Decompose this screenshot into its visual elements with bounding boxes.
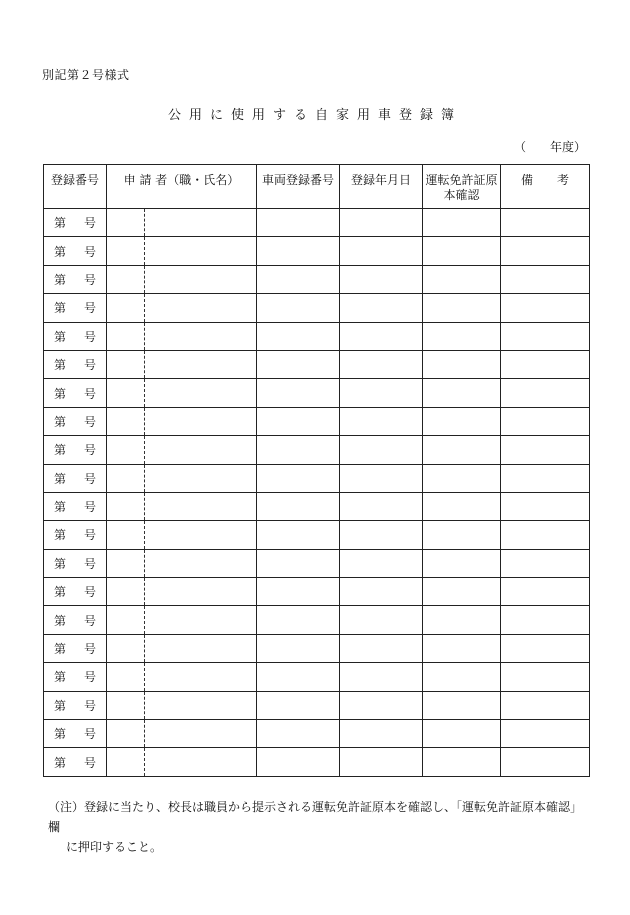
registration-no: [44, 441, 106, 458]
table-row: [44, 294, 590, 322]
registration-date-cell[interactable]: [340, 464, 423, 492]
applicant-cell[interactable]: [107, 720, 257, 748]
applicant-cell[interactable]: [107, 407, 257, 435]
row-suffix: 号: [83, 216, 96, 231]
row-suffix: 号: [83, 698, 96, 713]
registration-no-cell[interactable]: [44, 350, 107, 378]
license-check-cell[interactable]: [423, 748, 501, 776]
row-suffix: 号: [83, 358, 96, 373]
vehicle-no-cell[interactable]: [257, 492, 340, 520]
applicant-cell[interactable]: [107, 663, 257, 691]
registration-no: [44, 214, 106, 231]
table-row: [44, 549, 590, 577]
row-suffix: 号: [83, 556, 96, 571]
row-suffix: 号: [83, 386, 96, 401]
applicant-divider: [144, 692, 145, 719]
fiscal-year: [514, 138, 586, 155]
remarks-cell[interactable]: [501, 322, 590, 350]
vehicle-no-cell[interactable]: [257, 407, 340, 435]
applicant-cell[interactable]: [107, 691, 257, 719]
remarks-cell[interactable]: [501, 209, 590, 237]
row-prefix: 第: [54, 556, 67, 571]
applicant-cell[interactable]: [107, 748, 257, 776]
applicant-divider: [144, 408, 145, 435]
row-suffix: 号: [83, 471, 96, 486]
applicant-divider: [144, 323, 145, 350]
header-registration-no: 登録番号: [44, 165, 107, 209]
table-row: [44, 720, 590, 748]
row-prefix: 第: [54, 642, 67, 657]
registration-no: [44, 299, 106, 316]
remarks-cell[interactable]: [501, 379, 590, 407]
registration-no-cell[interactable]: [44, 322, 107, 350]
applicant-divider: [144, 237, 145, 264]
remarks-cell[interactable]: [501, 407, 590, 435]
registration-no: [44, 668, 106, 685]
applicant-cell[interactable]: [107, 492, 257, 520]
license-check-cell[interactable]: [423, 578, 501, 606]
vehicle-no-cell[interactable]: [257, 265, 340, 293]
applicant-divider: [144, 465, 145, 492]
fiscal-year-blank[interactable]: [526, 138, 550, 155]
registration-date-cell[interactable]: [340, 691, 423, 719]
license-check-cell[interactable]: [423, 209, 501, 237]
registration-date-cell[interactable]: [340, 748, 423, 776]
header-remarks: 備 考: [501, 165, 590, 209]
table-row: [44, 464, 590, 492]
registration-no: [44, 385, 106, 402]
remarks-cell[interactable]: [501, 521, 590, 549]
table-row: [44, 350, 590, 378]
remarks-cell[interactable]: [501, 350, 590, 378]
remarks-cell[interactable]: [501, 748, 590, 776]
registration-no-cell[interactable]: [44, 748, 107, 776]
row-prefix: 第: [54, 471, 67, 486]
registration-date-cell[interactable]: [340, 492, 423, 520]
vehicle-no-cell[interactable]: [257, 350, 340, 378]
row-prefix: 第: [54, 443, 67, 458]
applicant-cell[interactable]: [107, 209, 257, 237]
row-suffix: 号: [83, 642, 96, 657]
applicant-divider: [144, 436, 145, 463]
remarks-cell[interactable]: [501, 549, 590, 577]
registration-no-cell[interactable]: [44, 294, 107, 322]
registration-no: [44, 356, 106, 373]
document-title: 公用に使用する自家用車登録簿: [167, 108, 462, 123]
row-suffix: 号: [83, 414, 96, 429]
row-prefix: 第: [54, 414, 67, 429]
registration-no: [44, 555, 106, 572]
license-check-cell[interactable]: [423, 407, 501, 435]
row-prefix: 第: [54, 358, 67, 373]
row-prefix: 第: [54, 528, 67, 543]
vehicle-no-cell[interactable]: [257, 209, 340, 237]
registration-date-cell[interactable]: [340, 237, 423, 265]
table-row: [44, 748, 590, 776]
registration-date-cell[interactable]: [340, 350, 423, 378]
license-check-cell[interactable]: [423, 436, 501, 464]
applicant-cell[interactable]: [107, 350, 257, 378]
row-suffix: 号: [83, 528, 96, 543]
license-check-cell[interactable]: [423, 634, 501, 662]
registration-date-cell[interactable]: [340, 634, 423, 662]
header-license-check: 運転免許証原本確認: [423, 165, 501, 209]
registration-date-cell[interactable]: [340, 549, 423, 577]
registration-no: [44, 470, 106, 487]
form-label: 別記第２号様式: [42, 68, 130, 82]
applicant-divider: [144, 209, 145, 236]
row-prefix: 第: [54, 216, 67, 231]
applicant-divider: [144, 720, 145, 747]
vehicle-no-cell[interactable]: [257, 464, 340, 492]
vehicle-no-cell[interactable]: [257, 634, 340, 662]
license-check-cell[interactable]: [423, 379, 501, 407]
remarks-cell[interactable]: [501, 634, 590, 662]
license-check-cell[interactable]: [423, 492, 501, 520]
table-row: [44, 237, 590, 265]
row-suffix: 号: [83, 613, 96, 628]
registration-no-cell[interactable]: [44, 407, 107, 435]
row-prefix: 第: [54, 727, 67, 742]
remarks-cell[interactable]: [501, 436, 590, 464]
applicant-divider: [144, 351, 145, 378]
applicant-divider: [144, 294, 145, 321]
registration-no: [44, 612, 106, 629]
registration-no-cell[interactable]: [44, 606, 107, 634]
registration-no-cell[interactable]: [44, 379, 107, 407]
row-prefix: 第: [54, 386, 67, 401]
registration-no-cell[interactable]: [44, 549, 107, 577]
vehicle-no-cell[interactable]: [257, 322, 340, 350]
fiscal-year-open: （: [513, 140, 526, 154]
applicant-divider: [144, 266, 145, 293]
fiscal-year-suffix: 年度）: [549, 140, 586, 154]
table-row: [44, 322, 590, 350]
header-vehicle-no: 車両登録番号: [257, 165, 340, 209]
table-row: [44, 663, 590, 691]
note-line-2: に押印すること。: [66, 840, 163, 854]
applicant-divider: [144, 578, 145, 605]
registration-date-cell[interactable]: [340, 294, 423, 322]
registration-no: [44, 413, 106, 430]
row-suffix: 号: [83, 272, 96, 287]
registration-no: [44, 754, 106, 771]
row-prefix: 第: [54, 755, 67, 770]
registration-date-cell[interactable]: [340, 407, 423, 435]
registration-date-cell[interactable]: [340, 379, 423, 407]
registration-date-cell[interactable]: [340, 606, 423, 634]
license-check-cell[interactable]: [423, 350, 501, 378]
registration-date-cell[interactable]: [340, 265, 423, 293]
vehicle-no-cell[interactable]: [257, 663, 340, 691]
note: [48, 797, 593, 857]
table-row: [44, 492, 590, 520]
remarks-cell[interactable]: [501, 720, 590, 748]
registration-no-cell[interactable]: [44, 209, 107, 237]
note-line-1: （注）登録に当たり、校長は職員から提示される運転免許証原本を確認し、「運転免許証原本確認」欄: [48, 800, 583, 834]
table-row: [44, 379, 590, 407]
applicant-cell[interactable]: [107, 379, 257, 407]
applicant-divider: [144, 748, 145, 775]
table-row: [44, 606, 590, 634]
registration-no: [44, 583, 106, 600]
row-prefix: 第: [54, 329, 67, 344]
registration-no-cell[interactable]: [44, 720, 107, 748]
vehicle-no-cell[interactable]: [257, 748, 340, 776]
row-prefix: 第: [54, 301, 67, 316]
row-suffix: 号: [83, 244, 96, 259]
row-suffix: 号: [83, 670, 96, 685]
license-check-cell[interactable]: [423, 521, 501, 549]
vehicle-no-cell[interactable]: [257, 691, 340, 719]
license-check-cell[interactable]: [423, 294, 501, 322]
applicant-cell[interactable]: [107, 549, 257, 577]
remarks-cell[interactable]: [501, 663, 590, 691]
header-applicant: 申 請 者（職・氏名）: [107, 165, 257, 209]
vehicle-no-cell[interactable]: [257, 606, 340, 634]
license-check-cell[interactable]: [423, 322, 501, 350]
row-suffix: 号: [83, 500, 96, 515]
table-row: [44, 436, 590, 464]
remarks-cell[interactable]: [501, 237, 590, 265]
registration-date-cell[interactable]: [340, 521, 423, 549]
applicant-cell[interactable]: [107, 606, 257, 634]
registration-no: [44, 526, 106, 543]
license-check-cell[interactable]: [423, 237, 501, 265]
vehicle-no-cell[interactable]: [257, 294, 340, 322]
registration-no-cell[interactable]: [44, 578, 107, 606]
applicant-divider: [144, 521, 145, 548]
vehicle-no-cell[interactable]: [257, 379, 340, 407]
row-suffix: 号: [83, 727, 96, 742]
row-prefix: 第: [54, 585, 67, 600]
table-row: [44, 265, 590, 293]
applicant-cell[interactable]: [107, 436, 257, 464]
registration-no: [44, 725, 106, 742]
registration-date-cell[interactable]: [340, 436, 423, 464]
remarks-cell[interactable]: [501, 492, 590, 520]
row-prefix: 第: [54, 613, 67, 628]
row-prefix: 第: [54, 698, 67, 713]
applicant-divider: [144, 493, 145, 520]
table-header-row: [44, 165, 590, 209]
remarks-cell[interactable]: [501, 691, 590, 719]
row-suffix: 号: [83, 329, 96, 344]
applicant-cell[interactable]: [107, 322, 257, 350]
license-check-cell[interactable]: [423, 663, 501, 691]
table-row: [44, 521, 590, 549]
license-check-cell[interactable]: [423, 691, 501, 719]
applicant-cell[interactable]: [107, 464, 257, 492]
registration-no-cell[interactable]: [44, 464, 107, 492]
registration-table: [43, 164, 590, 777]
registration-date-cell[interactable]: [340, 720, 423, 748]
row-suffix: 号: [83, 443, 96, 458]
applicant-cell[interactable]: [107, 578, 257, 606]
registration-date-cell[interactable]: [340, 578, 423, 606]
row-suffix: 号: [83, 755, 96, 770]
remarks-cell[interactable]: [501, 606, 590, 634]
applicant-divider: [144, 606, 145, 633]
registration-no-cell[interactable]: [44, 634, 107, 662]
applicant-cell[interactable]: [107, 237, 257, 265]
applicant-divider: [144, 550, 145, 577]
license-check-cell[interactable]: [423, 549, 501, 577]
registration-no: [44, 243, 106, 260]
row-prefix: 第: [54, 670, 67, 685]
registration-no: [44, 271, 106, 288]
registration-no-cell[interactable]: [44, 521, 107, 549]
applicant-cell[interactable]: [107, 634, 257, 662]
registration-no-cell[interactable]: [44, 265, 107, 293]
registration-no-cell[interactable]: [44, 436, 107, 464]
table-row: [44, 634, 590, 662]
applicant-divider: [144, 635, 145, 662]
registration-date-cell[interactable]: [340, 209, 423, 237]
registration-no: [44, 640, 106, 657]
vehicle-no-cell[interactable]: [257, 720, 340, 748]
remarks-cell[interactable]: [501, 294, 590, 322]
table-row: [44, 209, 590, 237]
registration-no: [44, 498, 106, 515]
registration-date-cell[interactable]: [340, 663, 423, 691]
registration-date-cell[interactable]: [340, 322, 423, 350]
registration-no: [44, 328, 106, 345]
registration-no-cell[interactable]: [44, 492, 107, 520]
header-registration-date: 登録年月日: [340, 165, 423, 209]
table-body: [44, 209, 590, 777]
row-prefix: 第: [54, 500, 67, 515]
license-check-cell[interactable]: [423, 720, 501, 748]
applicant-cell[interactable]: [107, 265, 257, 293]
registration-no-cell[interactable]: [44, 663, 107, 691]
license-check-cell[interactable]: [423, 606, 501, 634]
vehicle-no-cell[interactable]: [257, 521, 340, 549]
applicant-divider: [144, 379, 145, 406]
row-suffix: 号: [83, 585, 96, 600]
table-row: [44, 691, 590, 719]
applicant-cell[interactable]: [107, 294, 257, 322]
remarks-cell[interactable]: [501, 265, 590, 293]
applicant-divider: [144, 663, 145, 690]
vehicle-no-cell[interactable]: [257, 578, 340, 606]
license-check-cell[interactable]: [423, 265, 501, 293]
registration-no-cell[interactable]: [44, 237, 107, 265]
remarks-cell[interactable]: [501, 464, 590, 492]
registration-no: [44, 697, 106, 714]
row-suffix: 号: [83, 301, 96, 316]
registration-no-cell[interactable]: [44, 691, 107, 719]
remarks-cell[interactable]: [501, 578, 590, 606]
row-prefix: 第: [54, 244, 67, 259]
vehicle-no-cell[interactable]: [257, 549, 340, 577]
vehicle-no-cell[interactable]: [257, 237, 340, 265]
license-check-cell[interactable]: [423, 464, 501, 492]
table-row: [44, 407, 590, 435]
row-prefix: 第: [54, 272, 67, 287]
table-row: [44, 578, 590, 606]
vehicle-no-cell[interactable]: [257, 436, 340, 464]
applicant-cell[interactable]: [107, 521, 257, 549]
